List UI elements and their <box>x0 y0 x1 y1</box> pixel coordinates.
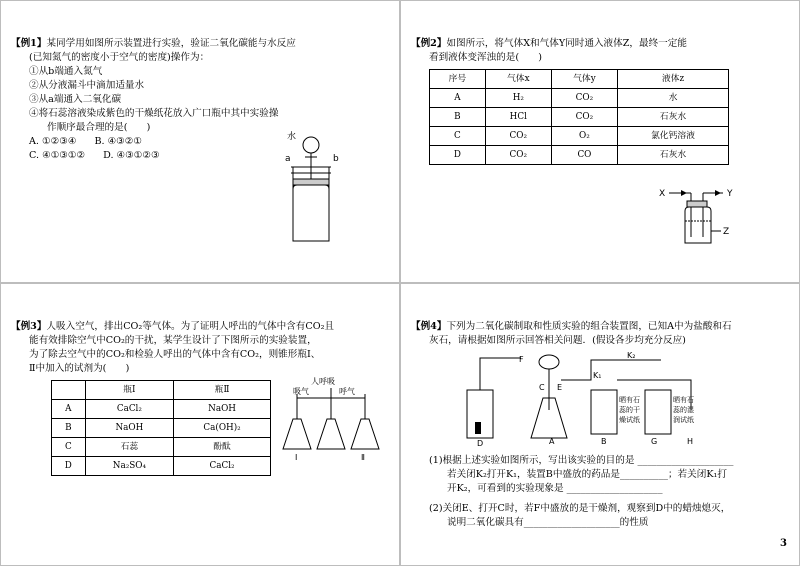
label-a: a <box>285 154 291 164</box>
part-2-text: 说明二氧化碳具有____________________的性质 <box>447 517 649 528</box>
table-row <box>430 108 729 127</box>
step-1: ①从b端通入氮气 <box>29 66 103 77</box>
label-k2: K₂ <box>627 351 636 360</box>
cell: CO₂ <box>551 89 617 108</box>
cell: Na₂SO₄ <box>85 457 173 476</box>
label-inhale: 吸气 <box>293 387 309 396</box>
cell: C <box>52 438 86 457</box>
label-k1: K₁ <box>593 371 602 380</box>
table-row <box>430 146 729 165</box>
cell: CO₂ <box>485 127 551 146</box>
cell: O₂ <box>551 127 617 146</box>
question-label: 【例2】 <box>411 38 447 49</box>
cell: 石蕊 <box>85 438 173 457</box>
table-header: 气体y <box>551 70 617 89</box>
question-4-parts <box>411 454 789 530</box>
cell: B <box>52 419 86 438</box>
option-c: C. ④①③①② <box>29 150 86 161</box>
label-dry-paper: 晒有石 <box>619 396 640 404</box>
cell: CaCl₂ <box>174 457 271 476</box>
cell: CO₂ <box>485 146 551 165</box>
table-row <box>52 419 271 438</box>
cell: D <box>52 457 86 476</box>
question-text: 能有效排除空气中CO₂的干扰，某学生设计了下图所示的实验装置， <box>29 335 317 346</box>
cell: NaOH <box>85 419 173 438</box>
label-h: H <box>687 437 694 446</box>
slide-example-1 <box>0 0 400 283</box>
table-header: 气体x <box>485 70 551 89</box>
cell: CO₂ <box>551 108 617 127</box>
slide-example-4 <box>400 283 800 566</box>
label-wet-paper: 蕊的湿 <box>673 406 694 414</box>
label-x: X <box>659 189 666 199</box>
table-header: 液体z <box>617 70 728 89</box>
label-wet-paper: 润试纸 <box>673 416 694 424</box>
question-text: Ⅱ中加入的试剂为( ) <box>29 363 130 374</box>
answer-table <box>51 380 271 476</box>
label-e: E <box>557 383 563 392</box>
label-water: 水 <box>287 132 297 142</box>
gas-bottle-diagram <box>659 171 759 251</box>
label-wet-paper: 晒有石 <box>673 396 694 404</box>
question-text: (已知氮气的密度小于空气的密度)操作为： <box>29 52 210 63</box>
cell: 石灰水 <box>617 146 728 165</box>
question-label: 【例4】 <box>411 321 447 332</box>
table-header: 瓶Ⅱ <box>174 381 271 400</box>
answer-table <box>429 69 729 165</box>
slide-example-3 <box>0 283 400 566</box>
cell: 水 <box>617 89 728 108</box>
step-3: ③从a端通入二氧化碳 <box>29 94 122 105</box>
label-dry-paper: 蕊的干 <box>619 406 640 414</box>
label-flask-2: Ⅱ <box>361 453 365 462</box>
label-y: Y <box>727 189 733 199</box>
option-b: B. ④③②① <box>94 136 142 147</box>
table-header <box>52 381 86 400</box>
label-d: D <box>477 439 484 446</box>
cell: CaCl₂ <box>85 400 173 419</box>
label-breathe: 人呼吸 <box>311 377 335 386</box>
co2-apparatus-diagram <box>461 350 711 446</box>
breath-flask-diagram <box>273 374 383 464</box>
cell: 石灰水 <box>617 108 728 127</box>
option-a: A. ①②③④ <box>29 136 77 147</box>
question-4 <box>411 320 789 348</box>
question-text: 灰石，请根据如图所示回答相关问题．(假设各步均充分反应) <box>429 335 686 346</box>
label-dry-paper: 燥试纸 <box>619 416 640 424</box>
question-text: 某同学用如图所示装置进行实验，验证二氧化碳能与水反应 <box>46 38 296 49</box>
table-row <box>430 89 729 108</box>
label-b: B <box>601 437 607 446</box>
cell: A <box>430 89 486 108</box>
slide-example-2 <box>400 0 800 283</box>
label-a: A <box>549 437 555 446</box>
question-text: 下列为二氧化碳制取和性质实验的组合装置图，已知A中为盐酸和石 <box>446 321 732 332</box>
question-text: 人吸入空气，排出CO₂等气体。为了证明人呼出的气体中含有CO₂且 <box>46 321 335 332</box>
question-text: 作顺序最合理的是( ) <box>47 122 151 133</box>
option-d: D. ④③①②③ <box>103 150 160 161</box>
step-4: ④将石蕊溶液染成紫色的干燥纸花放入广口瓶中其中实验操 <box>29 108 279 119</box>
step-2: ②从分液漏斗中滴加适量水 <box>29 80 145 91</box>
cell: H₂ <box>485 89 551 108</box>
cell: CO <box>551 146 617 165</box>
question-text: 看到液体变浑浊的是( ) <box>429 52 543 63</box>
cell: D <box>430 146 486 165</box>
table-header: 序号 <box>430 70 486 89</box>
label-exhale: 呼气 <box>339 387 355 396</box>
table-row <box>52 400 271 419</box>
table-row <box>52 457 271 476</box>
cell: Ca(OH)₂ <box>174 419 271 438</box>
label-g: G <box>651 437 658 446</box>
question-text: 如图所示，将气体X和气体Y同时通入液体Z，最终一定能 <box>446 38 687 49</box>
cell: C <box>430 127 486 146</box>
part-2-text: (2)关闭E、打开C时，若F中盛放的是干燥剂，观察到D中的蜡烛熄灭， <box>429 503 731 514</box>
label-b: b <box>333 154 339 164</box>
page-number: 3 <box>780 538 787 549</box>
label-z: Z <box>723 227 730 237</box>
label-c: C <box>539 383 545 392</box>
table-header: 瓶Ⅰ <box>85 381 173 400</box>
label-f: F <box>519 355 524 364</box>
funnel-bottle-diagram <box>271 129 351 249</box>
part-1-text: (1)根据上述实验如图所示，写出该实验的目的是 ____________________ <box>429 455 734 466</box>
label-flask-1: Ⅰ <box>295 453 298 462</box>
cell: A <box>52 400 86 419</box>
cell: 酚酞 <box>174 438 271 457</box>
question-label: 【例3】 <box>11 321 47 332</box>
question-2 <box>411 37 789 165</box>
table-row <box>430 127 729 146</box>
part-1-text: 若关闭K₂打开K₁，装置B中盛放的药品是__________；若关闭K₁打 <box>447 469 727 480</box>
cell: HCl <box>485 108 551 127</box>
question-text: 为了除去空气中的CO₂和检验人呼出的气体中含有CO₂，则锥形瓶Ⅰ、 <box>29 349 321 360</box>
table-row <box>52 438 271 457</box>
question-label: 【例1】 <box>11 38 47 49</box>
cell: 氯化钙溶液 <box>617 127 728 146</box>
part-1-text: 开K₂，可看到的实验现象是 ____________________ <box>447 483 663 494</box>
cell: NaOH <box>174 400 271 419</box>
cell: B <box>430 108 486 127</box>
